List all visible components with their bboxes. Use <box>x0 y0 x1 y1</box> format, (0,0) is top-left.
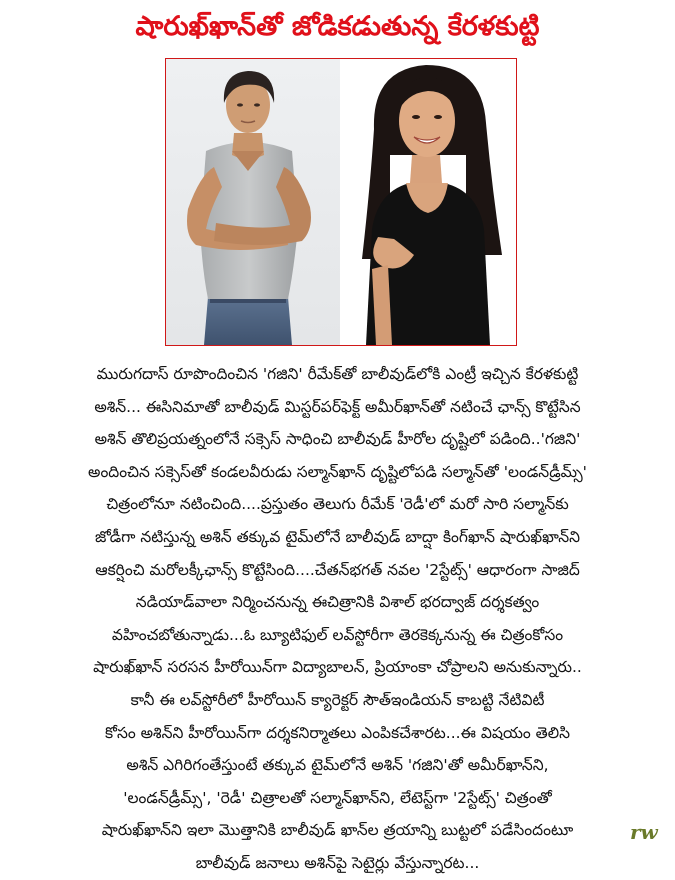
article-line: అశిన్... ఈసినిమాతో బాలీవుడ్ మిస్టర్‌పర్‌ఫెక్ట్ అమీర్‌ఖాన్‌తో నటించే ఛాన్స్ కొట్టేసిన <box>94 397 581 416</box>
article-line: అశిన్ తొలిప్రయత్నంలోనే సక్సెస్ సాధించి బాలీవుడ్ హీరోల దృష్టిలో పడింది..'గజిని' <box>94 430 581 449</box>
article-photo <box>165 58 517 346</box>
article-photo-illustration <box>166 59 516 345</box>
article-line: 'లండన్‌డ్రీమ్స్', 'రెడీ' చిత్రాలతో సల్మాన్‌ఖాన్‌ని, లేటెస్ట్‌గా '2స్టేట్స్' చిత్రంతో <box>123 788 552 807</box>
article-line: వహించబోతున్నాడు...ఓ బ్యూటిఫుల్ లవ్‌స్టోరీగా తెరకెక్కనున్న ఈ చిత్రంకోసం <box>111 625 564 644</box>
article-line: కోసం అశిన్‌ని హీరోయిన్‌గా దర్శకనిర్మాతలు ఎంపికచేశారట...ఈ విషయం తెలిసి <box>105 723 570 742</box>
headline: షారుఖ్‌ఖాన్‌తో జోడికడుతున్న కేరళకుట్టి <box>135 11 540 42</box>
article-line: అందించిన సక్సెస్‌తో కండలవీరుడు సల్మాన్‌ఖాన్ దృష్టిలోపడి సల్మాన్‌తో 'లండన్‌డ్రీమ్స్' <box>88 462 587 481</box>
article-line: షారుఖ్‌ఖాన్ సరసన హీరోయిన్‌గా విద్యాబాలన్, ప్రియాంకా చోప్రాలని అనుకున్నారు.. <box>93 658 582 677</box>
article-line: అశిన్ ఎగిరిగంతేస్తుంటే తక్కువ టైమ్‌లోనే అశిన్ 'గజిని'తో అమీర్‌ఖాన్‌ని, <box>126 756 549 775</box>
article-line: జోడీగా నటిస్తున్న అశిన్ తక్కువ టైమ్‌లోనే బాలీవుడ్ బాద్షా కింగ్‌ఖాన్ షారుఖ్‌ఖాన్‌ని <box>94 527 581 546</box>
site-logo: rw <box>630 820 658 844</box>
article-line: కానీ ఈ లవ్‌స్టోరీలో హీరోయిన్ క్యారెక్టర్ సౌత్‌ఇండియన్ కాబట్టి నేటివిటీ <box>130 690 545 709</box>
article-body <box>40 358 635 880</box>
article-line: ఆకర్షించి మరోలక్కీఛాన్స్ కొట్టేసింది....చేతన్‌భగత్ నవల '2స్టేట్స్' ఆధారంగా సాజిద్ <box>95 560 580 579</box>
article-line: మురుగదాస్ రూపొందించిన 'గజిని' రీమేక్‌తో బాలీవుడ్‌లోకి ఎంట్రీ ఇచ్చిన కేరళకుట్టి <box>96 365 579 383</box>
article-line: బాలీవుడ్ జనాలు అశిన్‌పై సెటైర్లు వేస్తున్నారట... <box>195 853 480 872</box>
article-line: షారుఖ్‌ఖాన్‌ని ఇలా మొత్తానికి బాలీవుడ్ ఖాన్‌ల త్రయాన్ని బుట్టలో పడేసిందంటూ <box>101 821 574 840</box>
article-line: చిత్రంలోనూ నటించింది....ప్రస్తుతం తెలుగు రీమేక్ 'రెడీ'లో మరో సారి సల్మాన్‌కు <box>106 495 569 514</box>
article-line: నడియాడ్‌వాలా నిర్మించనున్న ఈచిత్రానికి విశాల్ భరద్వాజ్ దర్శకత్వం <box>135 593 540 612</box>
